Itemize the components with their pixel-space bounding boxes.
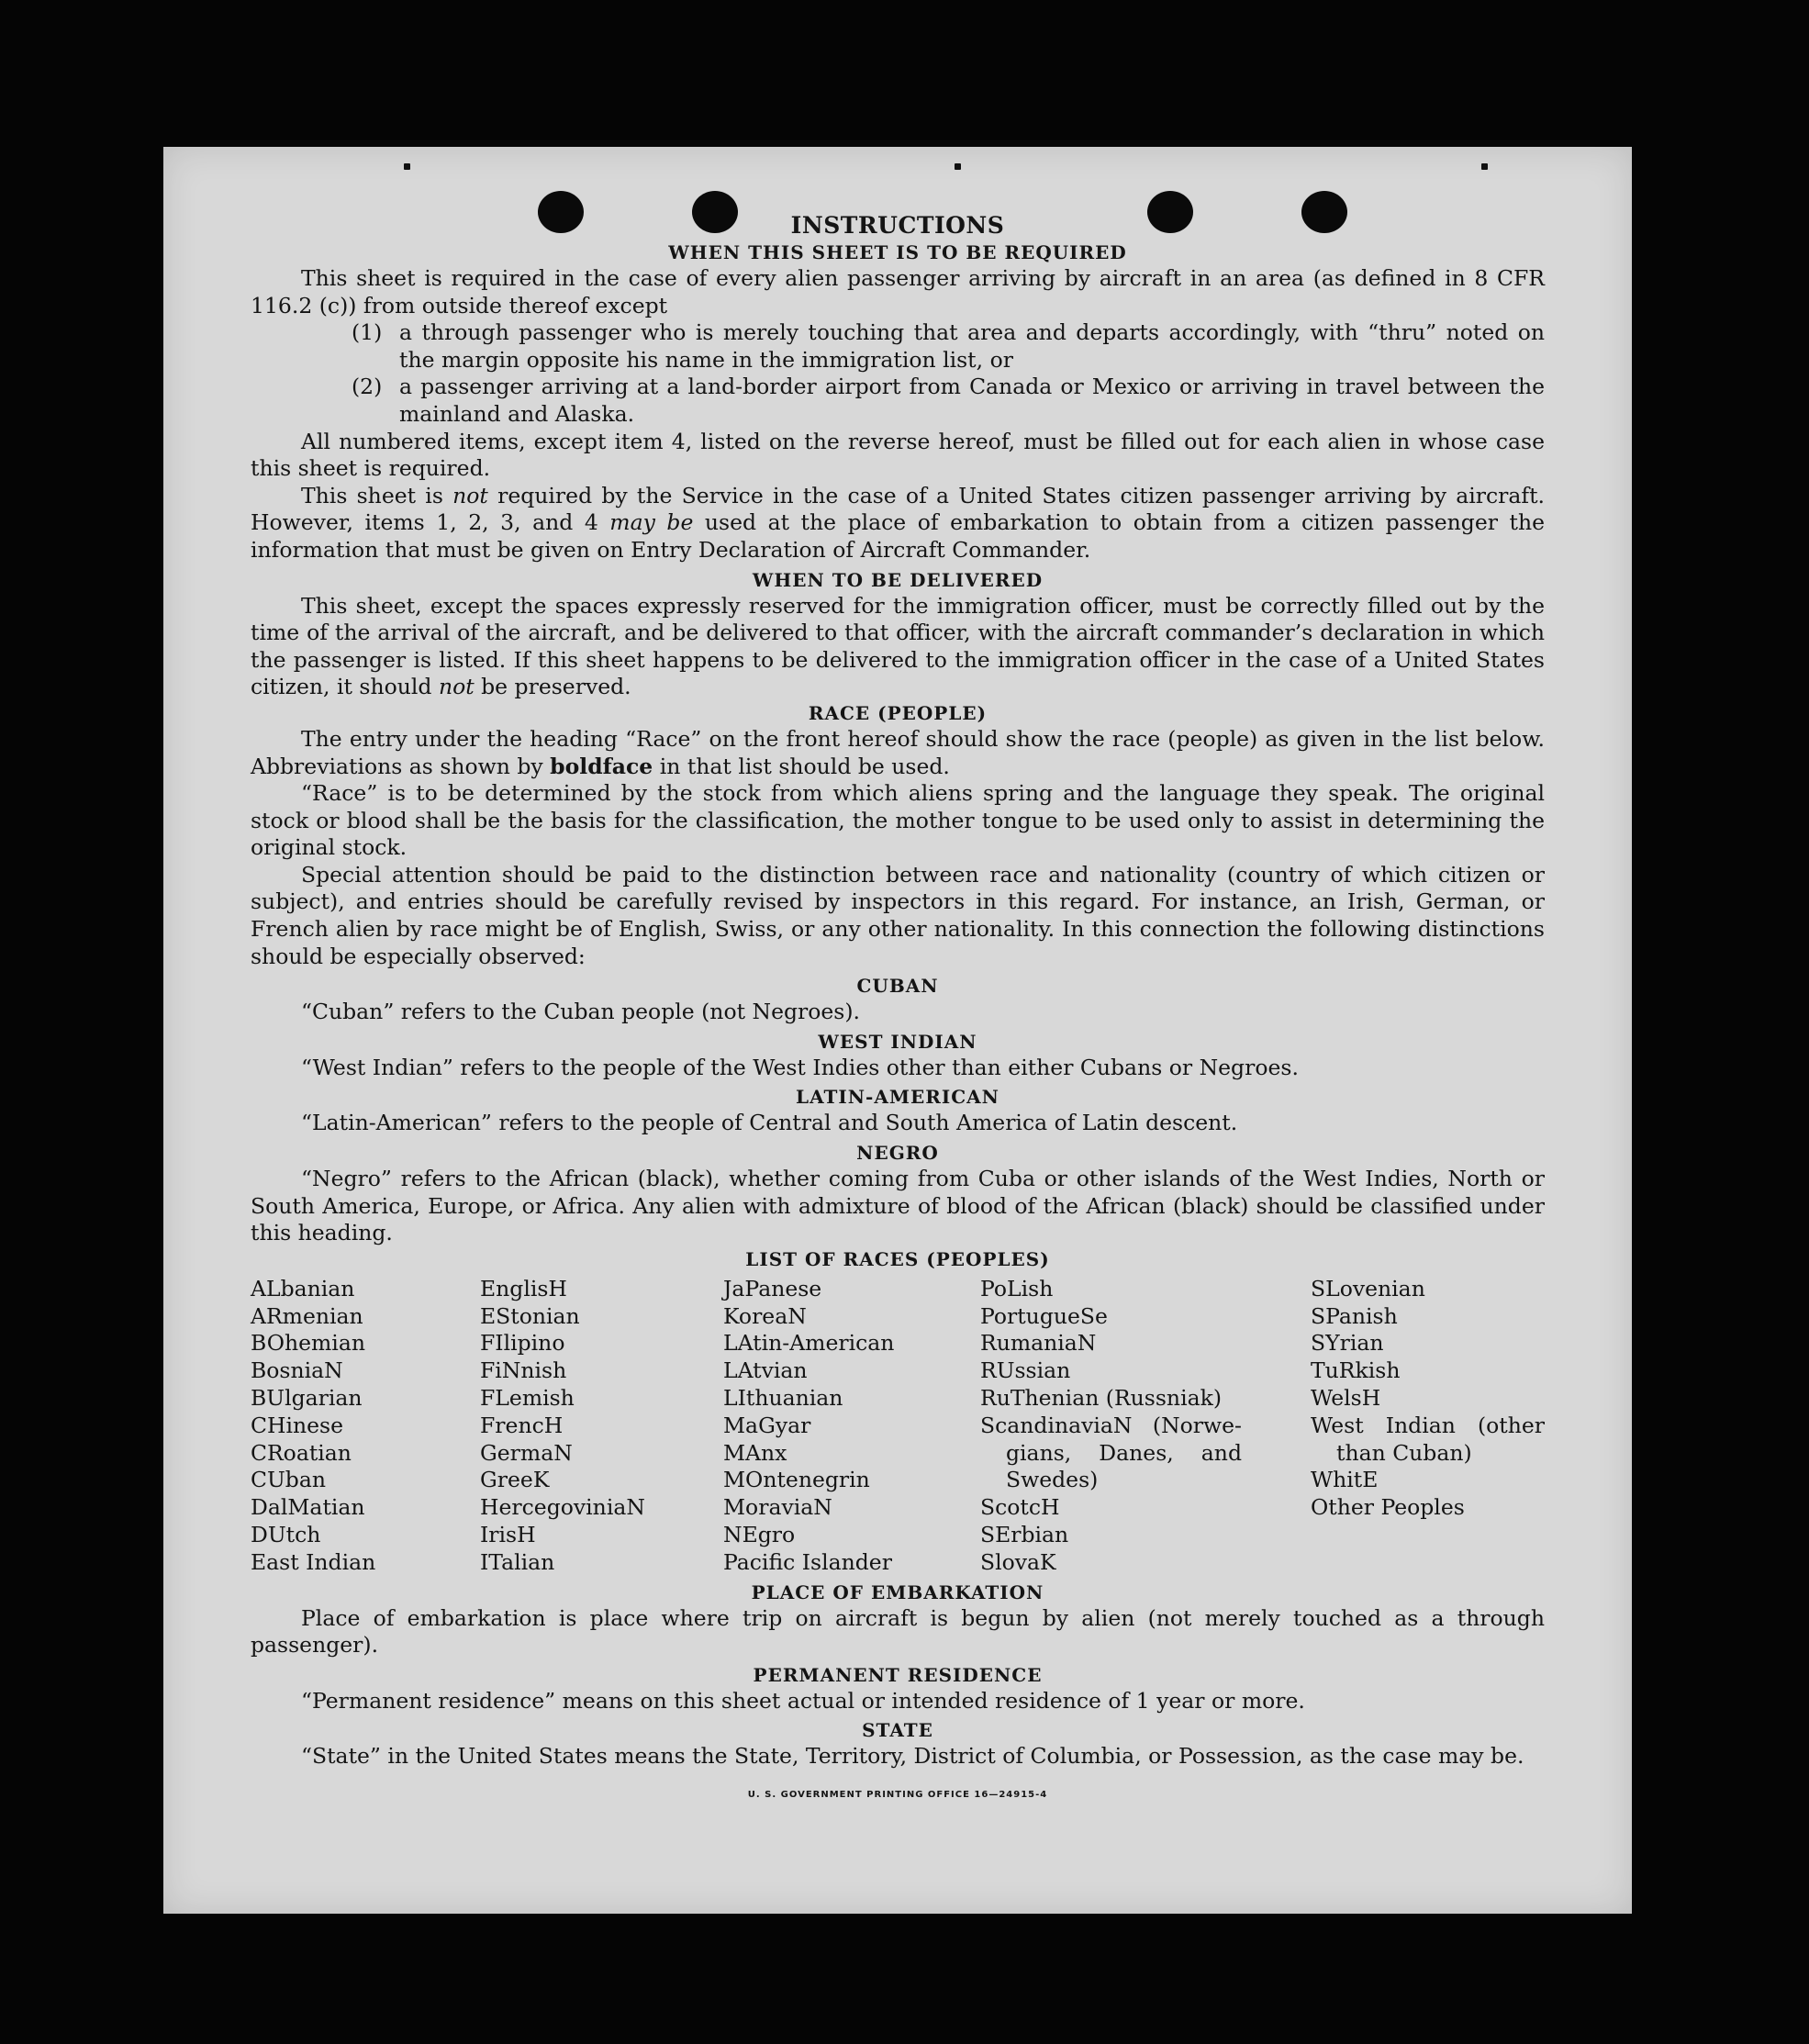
race-item: ScotcH <box>980 1494 1060 1521</box>
printer-imprint: U. S. GOVERNMENT PRINTING OFFICE 16—24915-4 <box>747 1789 1048 1800</box>
race-item: HercegoviniaN <box>480 1494 645 1521</box>
race-item: GreeK <box>480 1467 550 1493</box>
section-heading: STATE <box>862 1719 933 1742</box>
race-item: BUlgarian <box>251 1385 363 1411</box>
paragraph: “Race” is to be determined by the stock from which aliens spring and the language they speak. The original stock or blood shall be the basis for the classification, the mother tongue to be used only to assist in determining the original stock. <box>251 780 1545 861</box>
paragraph: Special attention should be paid to the distinction between race and nationality (country of which citizen or subject), and entries should be carefully revised by inspectors in this regard. For instance, an Irish, German, or French alien by race might be of English, Swiss, or any other nationality. In this connection the following distinctions should be especially observed: <box>251 861 1545 969</box>
paragraph: “West Indian” refers to the people of the West Indies other than either Cubans or Negroes. <box>301 1054 1299 1080</box>
paragraph: This sheet is required in the case of every alien passenger arriving by aircraft in an area (as defined in 8 CFR 116.2 (c)) from outside thereof except <box>251 265 1545 318</box>
race-column <box>251 1276 480 1577</box>
race-item: CUban <box>251 1467 326 1493</box>
page-title: INSTRUCTIONS <box>790 212 1005 239</box>
paragraph: This sheet is not required by the Service in the case of a United States citizen passenger arriving by aircraft. However, items 1, 2, 3, and 4 may be used at the place of embarkation to obtain from a citizen passenger the information that must be given on Entry Declaration of Aircraft Commander. <box>251 482 1546 563</box>
section-heading: PERMANENT RESIDENCE <box>753 1663 1043 1686</box>
staple-mark <box>404 163 410 170</box>
race-item: East Indian <box>251 1548 376 1575</box>
race-item: MOntenegrin <box>723 1467 870 1493</box>
race-item: NEgro <box>723 1521 796 1547</box>
race-item: GermaN <box>480 1439 573 1466</box>
item-number: (2) <box>352 374 383 400</box>
race-item: DUtch <box>251 1521 321 1547</box>
race-item: gians, Danes, and <box>1006 1439 1242 1466</box>
race-item: SLovenian <box>1311 1275 1425 1301</box>
race-item: LAtvian <box>723 1357 808 1384</box>
section-heading: WEST INDIAN <box>818 1030 977 1053</box>
race-list <box>251 1276 1545 1577</box>
race-item: BOhemian <box>251 1330 365 1357</box>
race-item: West Indian (other <box>1311 1412 1545 1438</box>
section-heading: CUBAN <box>856 975 939 998</box>
paragraph: “Permanent residence” means on this sheet actual or intended residence of 1 year or more. <box>301 1687 1305 1714</box>
section-heading: RACE (PEOPLE) <box>808 701 988 724</box>
race-item: Other Peoples <box>1311 1494 1465 1521</box>
race-column <box>980 1276 1242 1577</box>
race-item: FLemish <box>480 1385 575 1411</box>
race-item: LIthuanian <box>723 1385 843 1411</box>
race-item: IrisH <box>480 1521 536 1547</box>
race-item: ARmenian <box>251 1302 363 1329</box>
race-item: ALbanian <box>251 1275 355 1301</box>
race-item: RuThenian (Russniak) <box>980 1385 1222 1411</box>
race-item: RumaniaN <box>980 1330 1097 1357</box>
paragraph: “Latin-American” refers to the people of Central and South America of Latin descent. <box>301 1110 1238 1136</box>
paragraph: This sheet, except the spaces expressly reserved for the immigration officer, must be correctly filled out by the time of the arrival of the aircraft, and be delivered to that officer, with the aircraft commander’s declaration in which the passenger is listed. If this sheet happens to be delivered to the immigration officer in the case of a United States citizen, it should not be preserved. <box>251 592 1545 700</box>
list-item <box>251 374 1545 428</box>
race-item: MaGyar <box>723 1412 811 1438</box>
race-item: SYrian <box>1311 1330 1384 1357</box>
race-item: WhitE <box>1311 1467 1379 1493</box>
race-item: PortugueSe <box>980 1302 1108 1329</box>
race-item: MAnx <box>723 1439 787 1466</box>
paragraph: All numbered items, except item 4, listed on the reverse hereof, must be filled out for each alien in whose case this sheet is required. <box>251 428 1545 482</box>
race-item: JaPanese <box>723 1275 822 1301</box>
race-item: BosniaN <box>251 1357 343 1384</box>
list-item <box>251 319 1545 374</box>
race-item: LAtin-American <box>723 1330 895 1357</box>
race-column <box>723 1276 980 1577</box>
instructions-text <box>251 211 1545 1809</box>
race-column <box>480 1276 723 1577</box>
race-item: EStonian <box>480 1302 580 1329</box>
paragraph: “Cuban” refers to the Cuban people (not Negroes). <box>301 999 861 1025</box>
race-item: than Cuban) <box>1336 1439 1472 1466</box>
item-number: (1) <box>352 319 383 346</box>
race-item: CHinese <box>251 1412 343 1438</box>
race-column <box>1311 1276 1545 1577</box>
race-item: DalMatian <box>251 1494 365 1521</box>
section-heading: LIST OF RACES (PEOPLES) <box>745 1247 1050 1270</box>
section-heading: WHEN TO BE DELIVERED <box>752 568 1044 591</box>
section-heading: PLACE OF EMBARKATION <box>751 1580 1044 1603</box>
race-item: SErbian <box>980 1521 1069 1547</box>
staple-mark <box>1481 163 1488 170</box>
paragraph: Place of embarkation is place where trip on aircraft is begun by alien (not merely touched as a through passenger). <box>251 1604 1545 1659</box>
race-item: MoraviaN <box>723 1494 832 1521</box>
paragraph: The entry under the heading “Race” on the front hereof should show the race (people) as given in the list below. Abbreviations as shown by boldface in that list should be used. <box>251 725 1545 779</box>
section-heading: NEGRO <box>856 1142 939 1165</box>
race-item: SPanish <box>1311 1302 1398 1329</box>
race-item: WelsH <box>1311 1385 1381 1411</box>
item-text: a through passenger who is merely touching that area and departs accordingly, with “thru” noted on the margin opposite his name in the immigration list, or <box>399 319 1545 373</box>
race-item: ScandinaviaN (Norwe- <box>980 1412 1242 1438</box>
race-item: FiNnish <box>480 1357 567 1384</box>
race-item: PoLish <box>980 1275 1054 1301</box>
race-item: FrencH <box>480 1412 564 1438</box>
race-item: TuRkish <box>1311 1357 1401 1384</box>
race-item: Pacific Islander <box>723 1548 892 1575</box>
race-item: FIlipino <box>480 1330 565 1357</box>
section-heading: WHEN THIS SHEET IS TO BE REQUIRED <box>668 241 1127 263</box>
paragraph: “State” in the United States means the State, Territory, District of Columbia, or Possession, as the case may be. <box>301 1743 1524 1770</box>
paragraph: “Negro” refers to the African (black), whether coming from Cuba or other islands of the West Indies, North or South America, Europe, or Africa. Any alien with admixture of blood of the African (black) should be classified under this heading. <box>251 1166 1545 1246</box>
race-item: RUssian <box>980 1357 1071 1384</box>
race-item: KoreaN <box>723 1302 807 1329</box>
race-item: ITalian <box>480 1548 555 1575</box>
race-item: EnglisH <box>480 1275 567 1301</box>
race-item: SlovaK <box>980 1548 1056 1575</box>
section-heading: LATIN-AMERICAN <box>796 1086 999 1109</box>
race-item: Swedes) <box>1006 1467 1099 1493</box>
item-text: a passenger arriving at a land-border airport from Canada or Mexico or arriving in travel between the mainland and Alaska. <box>399 374 1545 427</box>
staple-mark <box>955 163 961 170</box>
race-item: CRoatian <box>251 1439 352 1466</box>
document-sheet <box>163 147 1632 1914</box>
